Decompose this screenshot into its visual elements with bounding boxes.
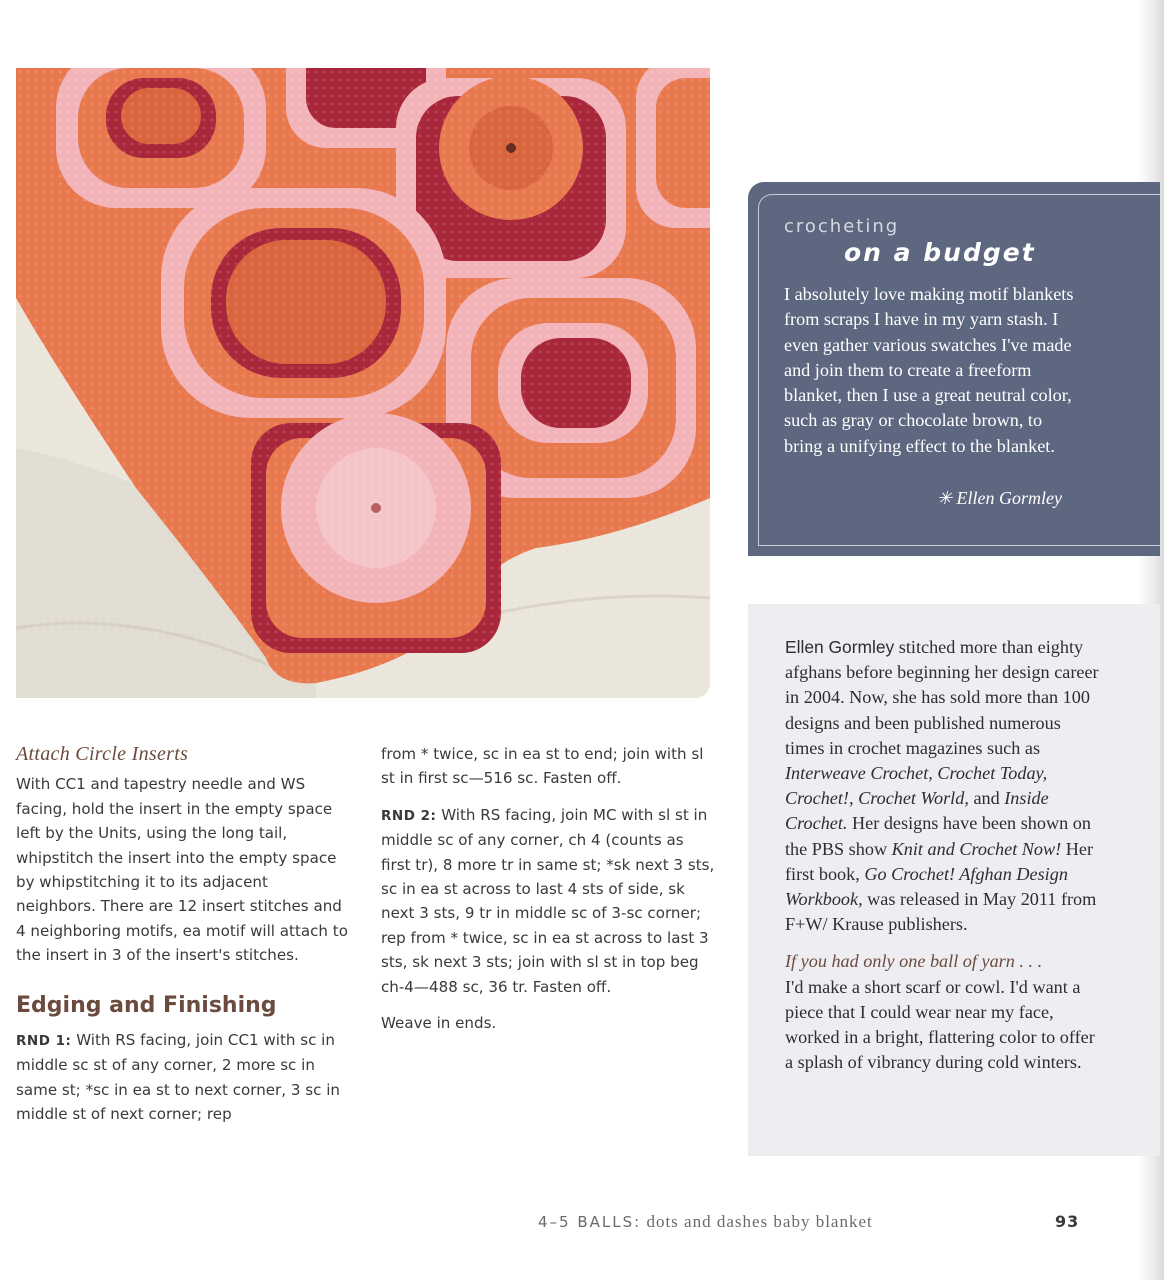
bio-paragraph bbox=[785, 635, 1101, 937]
bio-text-3: Her first book, bbox=[785, 838, 1094, 884]
sidebar-title: on a budget bbox=[844, 238, 1036, 267]
author-bio-text bbox=[785, 635, 1101, 1075]
bio-question: If you had only one ball of yarn . . . bbox=[785, 951, 1043, 972]
rnd1-continuation: from * twice, sc in ea st to end; join with sl st in first sc—516 sc. Fasten off. bbox=[381, 745, 704, 788]
running-footer bbox=[538, 1212, 873, 1232]
page-number: 93 bbox=[1055, 1212, 1080, 1231]
rnd1-text: With RS facing, join CC1 with sc in middle sc st of any corner, 2 more sc in same st; *sc in ea st to next corner, 3 sc in middle st of next corner; rep bbox=[16, 1031, 340, 1124]
bio-text-4: was released in May 2011 from F+W/ Krause publishers. bbox=[785, 889, 1097, 935]
bio-text-1: stitched more than eighty afghans before beginning her design career in 2004. Now, she has sold more than 100 designs and been published numerous times in crochet magazines such as bbox=[785, 637, 1099, 758]
bio-and: and bbox=[968, 788, 1005, 809]
weave-in-ends: Weave in ends. bbox=[381, 1014, 497, 1033]
sidebar-signature: ✳ Ellen Gormley bbox=[936, 488, 1062, 508]
rnd1-paragraph bbox=[16, 1028, 352, 1127]
author-bio-panel bbox=[748, 604, 1160, 1156]
rnd2-text: With RS facing, join MC with sl st in middle sc of any corner, ch 4 (counts as first tr), 8 more tr in same st; *sk next 3 sts, sc in ea st across to last 4 sts of side, sk next 3 sts, 9 tr in middle sc of 3-sc corner; rep from * twice, sc in ea st across to last 3 sts, sk next 3 sts; join with sl st in top beg ch-4—488 sc, 36 tr. Fasten off. bbox=[381, 805, 715, 996]
heading-attach-circle-inserts: Attach Circle Inserts bbox=[16, 743, 189, 765]
body-column-2 bbox=[381, 742, 717, 1035]
bio-magazines: Interweave Crochet, Crochet Today, Crochet!, Crochet World, bbox=[785, 763, 1048, 809]
heading-edging-finishing: Edging and Finishing bbox=[16, 992, 277, 1018]
blanket-photo bbox=[16, 68, 710, 698]
bio-magazine-inside: Inside Crochet. bbox=[785, 788, 1049, 834]
footer-section: 4–5 BALLS: bbox=[538, 1213, 642, 1231]
bio-answer: I'd make a short scarf or cowl. I'd want a piece that I could wear near my face, worked in a bright, flattering color to offer a splash of vibrancy during cold winters. bbox=[785, 976, 1095, 1073]
bio-text-2: Her designs have been shown on the PBS show bbox=[785, 813, 1091, 859]
budget-sidebar bbox=[748, 182, 1160, 556]
rnd2-label: RND 2: bbox=[381, 807, 437, 824]
bio-show: Knit and Crochet Now! bbox=[891, 838, 1062, 859]
sidebar-text: I absolutely love making motif blankets from scraps I have in my yarn stash. I even gather various swatches I've made and join them to create a freeform blanket, then I use a great neutral color, such as gray or chocolate brown, to bring a unifying effect to the blanket. bbox=[784, 284, 1074, 456]
sidebar-kicker: crocheting bbox=[784, 216, 900, 237]
rnd1-label: RND 1: bbox=[16, 1033, 72, 1050]
bio-book: Go Crochet! Afghan Design Workbook, bbox=[785, 863, 1068, 910]
footer-title: dots and dashes baby blanket bbox=[641, 1212, 873, 1231]
bio-author-name: Ellen Gormley bbox=[785, 637, 895, 657]
rnd2-paragraph bbox=[381, 803, 717, 999]
body-column-1 bbox=[16, 742, 352, 1127]
attach-inserts-paragraph: With CC1 and tapestry needle and WS facing, hold the insert in the empty space left by the Units, using the long tail, whipstitch the insert into the empty space by whipstitching it to its adjacent neighbors. There are 12 insert stitches and 4 neighboring motifs, ea motif will attach to the insert in 3 of the insert's stitches. bbox=[16, 775, 348, 965]
